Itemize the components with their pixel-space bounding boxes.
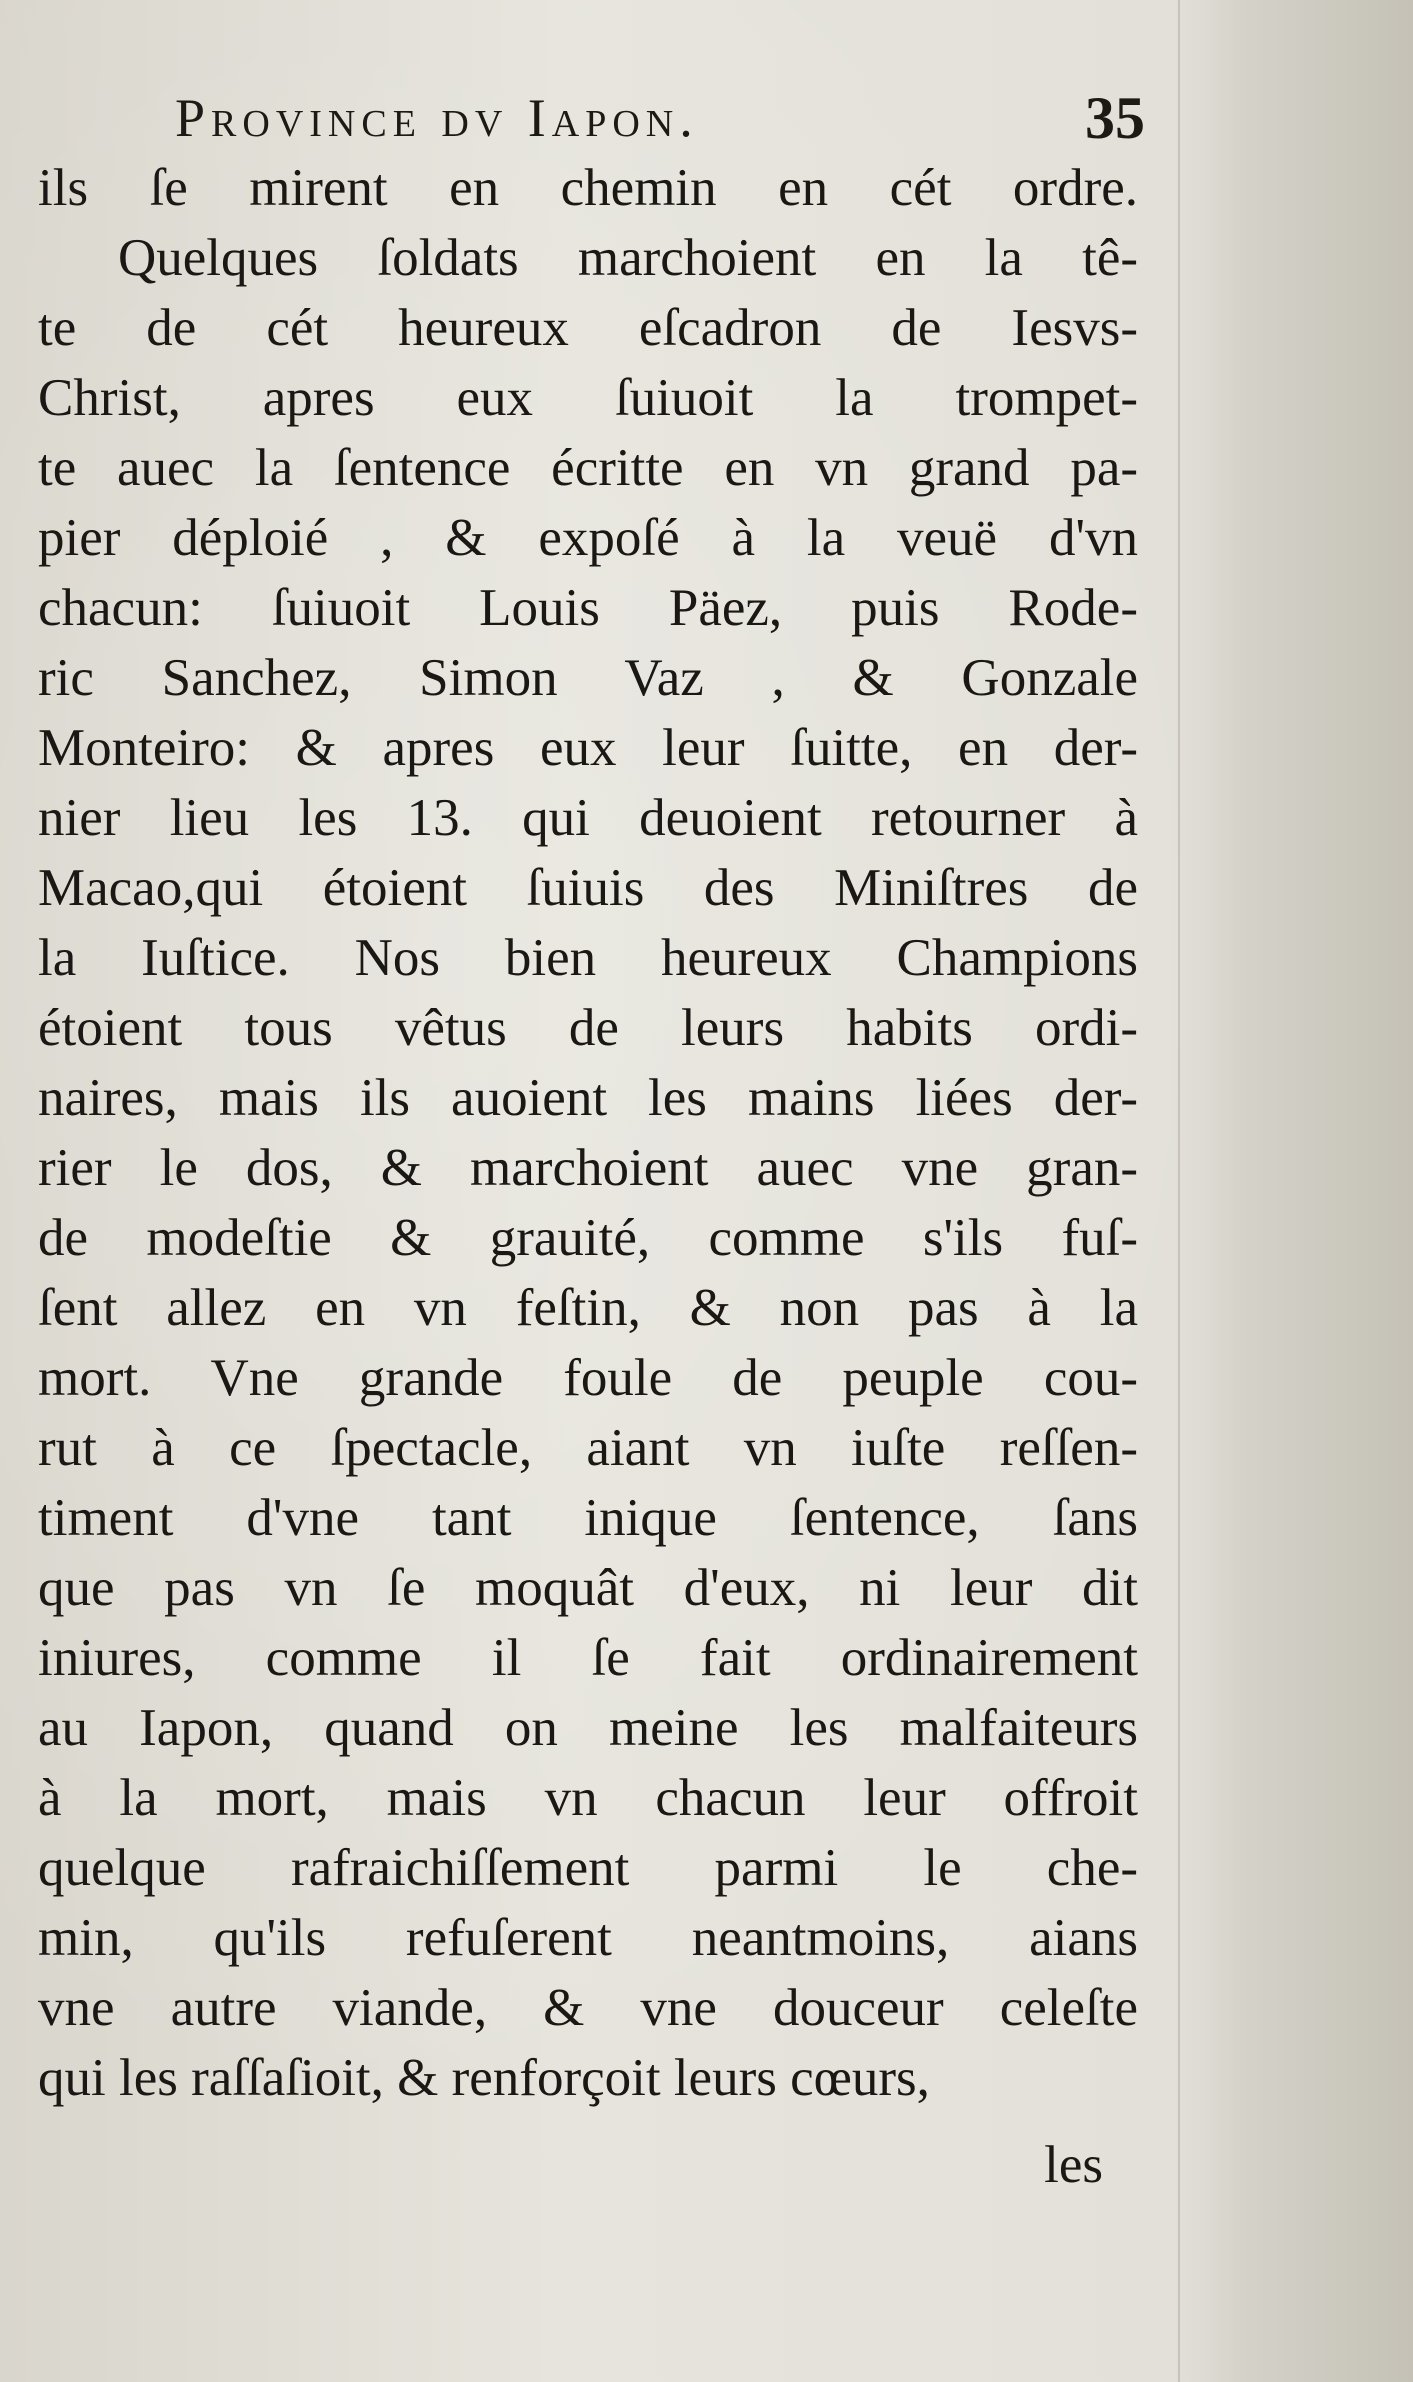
page-fold: [1178, 0, 1180, 2382]
text-line: de modeſtie & grauité, comme s'ils fuſ-: [38, 1209, 1138, 1267]
text-line: ils ſe mirent en chemin en cét ordre.: [38, 159, 1138, 217]
text-line: à la mort, mais vn chacun leur offroit: [38, 1769, 1138, 1827]
text-line: nier lieu les 13. qui deuoient retourner à: [38, 789, 1138, 847]
text-line: la Iuſtice. Nos bien heureux Champions: [38, 929, 1138, 987]
text-line: Christ, apres eux ſuiuoit la trompet-: [38, 369, 1138, 427]
text-line: que pas vn ſe moquât d'eux, ni leur dit: [38, 1559, 1138, 1617]
text-line: mort. Vne grande foule de peuple cou-: [38, 1349, 1138, 1407]
text-line: ric Sanchez, Simon Vaz , & Gonzale: [38, 649, 1138, 707]
text-line: timent d'vne tant inique ſentence, ſans: [38, 1489, 1138, 1547]
text-line: Monteiro: & apres eux leur ſuitte, en der-: [38, 719, 1138, 777]
body-text: [38, 153, 1138, 2113]
running-title: Province dv Iapon.: [175, 88, 699, 148]
text-line: rier le dos, & marchoient auec vne gran-: [38, 1139, 1138, 1197]
text-line: étoient tous vêtus de leurs habits ordi-: [38, 999, 1138, 1057]
text-line: pier déploié , & expoſé à la veuë d'vn: [38, 509, 1138, 567]
text-line: naires, mais ils auoient les mains liées der-: [38, 1069, 1138, 1127]
text-line: rut à ce ſpectacle, aiant vn iuſte reſſen-: [38, 1419, 1138, 1477]
text-line: min, qu'ils refuſerent neantmoins, aians: [38, 1909, 1138, 1967]
text-line: chacun: ſuiuoit Louis Päez, puis Rode-: [38, 579, 1138, 637]
text-line: Macao,qui étoient ſuiuis des Miniſtres de: [38, 859, 1138, 917]
page-shadow: [1170, 0, 1413, 2382]
text-line: ſent allez en vn feſtin, & non pas à la: [38, 1279, 1138, 1337]
text-line: te auec la ſentence écritte en vn grand pa-: [38, 439, 1138, 497]
text-line: au Iapon, quand on meine les malfaiteurs: [38, 1699, 1138, 1757]
text-line: Quelques ſoldats marchoient en la tê-: [118, 229, 1138, 287]
text-line: qui les raſſaſioit, & renforçoit leurs cœurs,: [38, 2049, 930, 2107]
text-line: iniures, comme il ſe fait ordinairement: [38, 1629, 1138, 1687]
page-number: 35: [1085, 85, 1145, 151]
text-line: quelque rafraichiſſement parmi le che-: [38, 1839, 1138, 1897]
catchword: les: [1044, 2136, 1103, 2194]
text-line: vne autre viande, & vne douceur celeſte: [38, 1979, 1138, 2037]
page-header: [175, 78, 1160, 158]
text-line: te de cét heureux eſcadron de Iesvs-: [38, 299, 1138, 357]
